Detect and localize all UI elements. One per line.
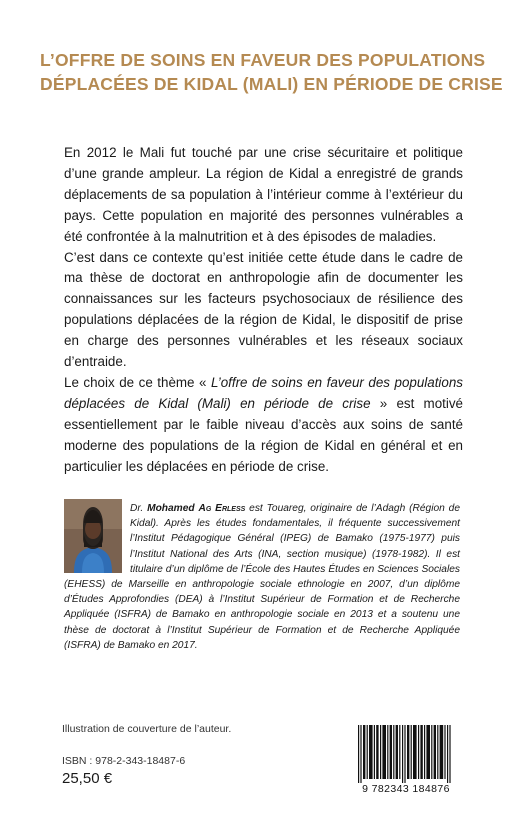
synopsis-paragraph-1: En 2012 le Mali fut touché par une crise sécuritaire et politique d’une grande ampleur. La région de Kidal a enregistré de grands déplacements de sa population à l’intérieur comme à l’extérieur du pays. Cette population en majorité des personnes vulnérables a été confrontée à la malnutrition et à des épisodes de maladies. [64,145,463,244]
book-title [40,48,503,96]
author-bio-text: est Touareg, originaire de l’Adagh (Région de Kidal). Après les études fondamentales, il fréquente successivement l’Institut Pédagogique Général (IPEG) de Bamako (1975-1977) puis l’Institut National des Arts (INA, section musique) (1978-1982). Il est titulaire d’un diplôme de l’École des Hautes Études en Sciences Sociales (EHESS) de Marseille en anthropologie sociale ethnologie en 2007, d’un diplôme d’Études Approfondies (DEA) à l’Institut Supérieur de Formation et de Recherche Appliquée (ISFRA) de Bamako en anthropologie sociale en 2013 et a soutenu une thèse de doctorat à l’Institut Supérieur de Formation et de Recherche Appliquée (ISFRA) de Bamako en 2017. [64,503,460,651]
synopsis-p3-book-title: L’offre de soins en faveur des populations déplacées de Kidal (Mali) en période de crise [64,374,463,411]
cover-credit: Illustration de couverture de l’auteur. [62,723,232,735]
barcode [346,717,466,797]
author-surname: Ag Erless [198,503,246,514]
book-title-line-2: DÉPLACÉES DE KIDAL (MALI) EN PÉRIODE DE CRISE [40,74,503,94]
synopsis-paragraph-3 [64,373,463,478]
synopsis [64,143,463,478]
synopsis-paragraph-2: C’est dans ce contexte qu’est initiée cette étude dans le cadre de ma thèse de doctorat en anthropologie afin de documenter les connaissances sur les facteurs psychosociaux de résilience des populations déplacées de la région de Kidal, le dispositif de prise en charge des personnes vulnérables et les réseaux sociaux d’entraide. [64,249,463,370]
photo-spacer [64,501,130,577]
barcode-digits: 9 782343 184876 [362,783,450,795]
synopsis-p3-end: » est motivé essentiellement par le faible niveau d’accès aux soins de santé moderne des populations de la région de Kidal en général et en particulier les déplacées en période de crise. [64,395,463,474]
author-first-name: Mohamed [147,503,199,514]
synopsis-p3-start: Le choix de ce thème « [64,374,212,390]
price: 25,50 € [62,770,113,787]
isbn: ISBN : 978-2-343-18487-6 [62,755,186,767]
author-biography [64,501,460,653]
barcode-bars [354,725,458,783]
book-title-line-1: L’OFFRE DE SOINS EN FAVEUR DES POPULATIONS [40,50,486,70]
author-prefix: Dr. [130,503,148,514]
